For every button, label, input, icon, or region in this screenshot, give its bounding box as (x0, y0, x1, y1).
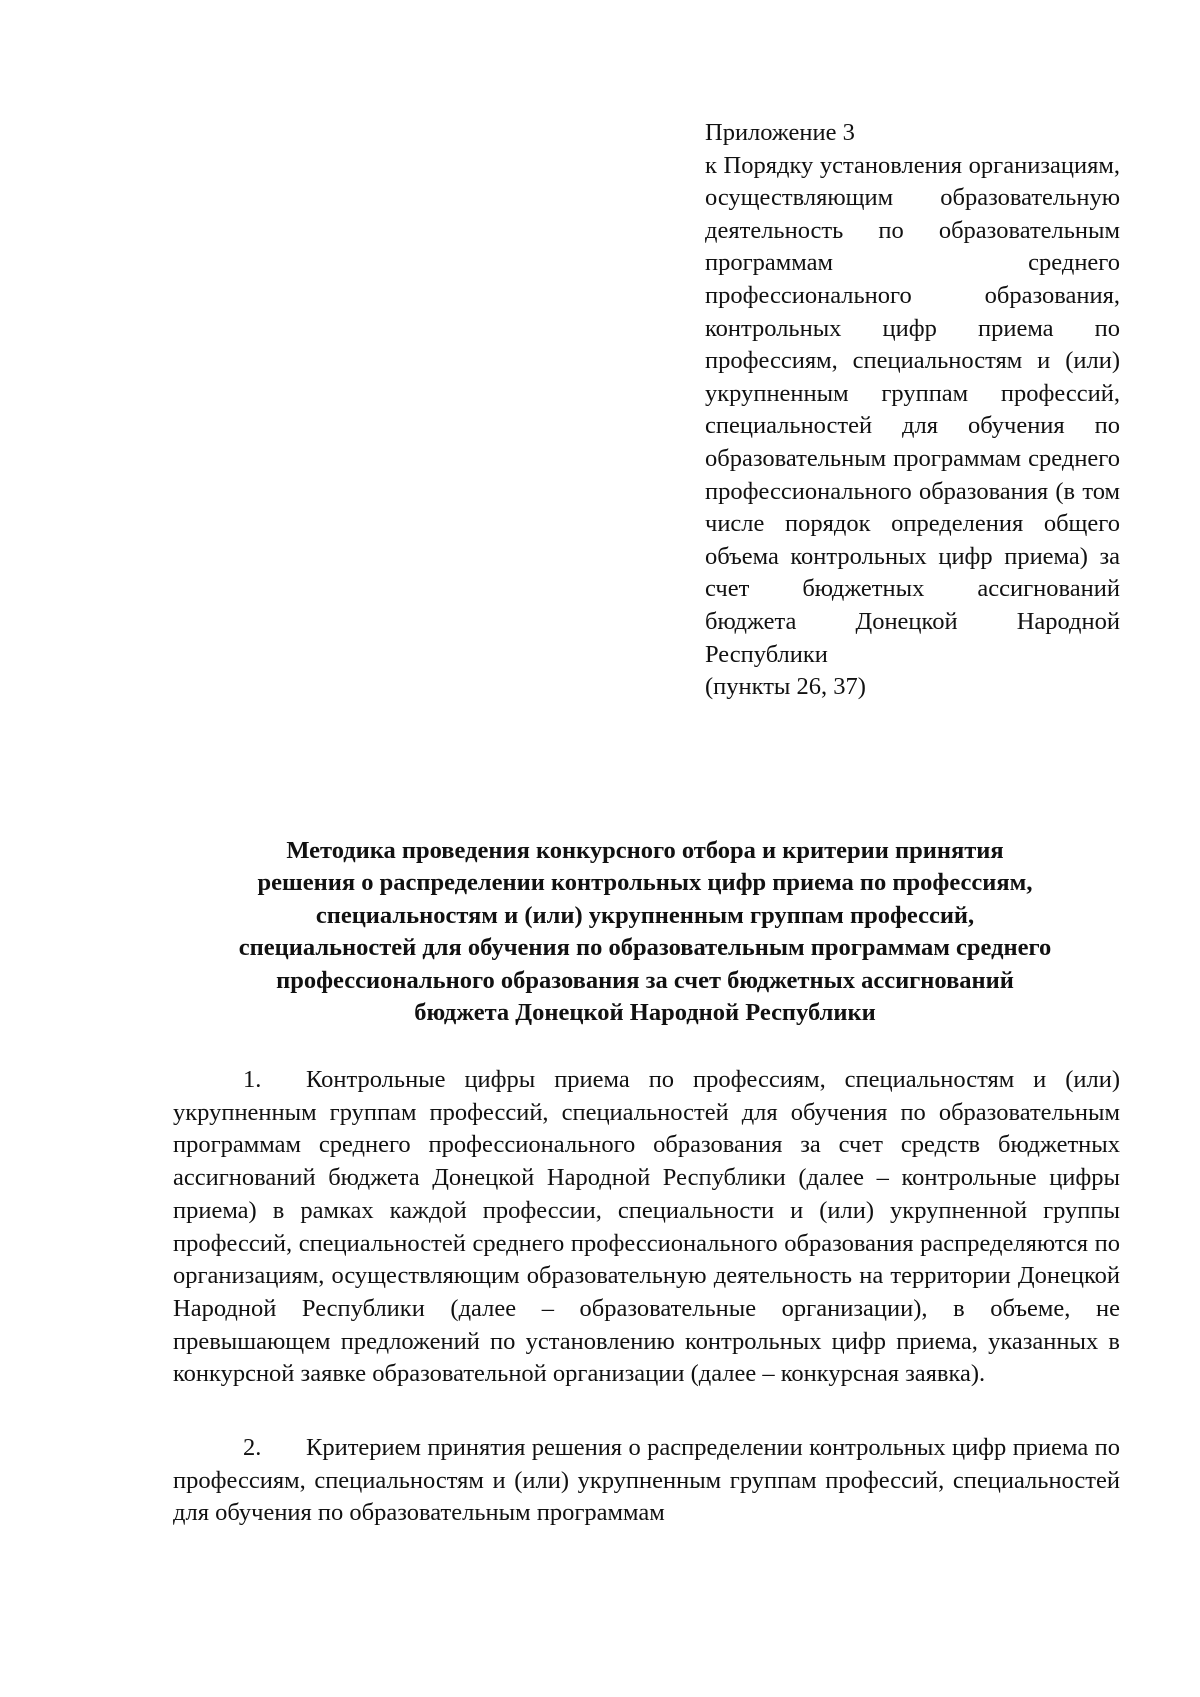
paragraph-2 (173, 1432, 1120, 1530)
paragraph-1 (173, 1064, 1120, 1391)
paragraph-text: Критерием принятия решения о распределении контрольных цифр приема по профессиям, специальностям и (или) укрупненным группам профессий, специальностей для обучения по образовательным программам (173, 1434, 1120, 1527)
document-title-line: специальностям и (или) укрупненным группам профессий, (315, 901, 975, 929)
appendix-reference: к Порядку установления организациям, осуществляющим образовательную деятельность по образовательным программам среднего профессионального образования, контрольных цифр приема по профессиям, специальностям и (или) укрупненным группам профессий, специальностей для обучения по образовательным программам среднего профессионального образования (в том числе порядок определения общего объема контрольных цифр приема) за счет бюджетных ассигнований бюджета Донецкой Народной Республики (705, 151, 1120, 668)
document-title-line: Методика проведения конкурсного отбора и критерии принятия (286, 837, 1004, 864)
document-title-line: специальностей для обучения по образовательным программам среднего (238, 934, 1052, 962)
document-title-line: решения о распределении контрольных цифр приема по профессиям, (257, 869, 1033, 897)
paragraph-number: 2. (243, 1434, 262, 1461)
paragraph-number: 1. (243, 1066, 262, 1093)
paragraph-text: Контрольные цифры приема по профессиям, специальностям и (или) укрупненным группам профессий, специальностей для обучения по образовательным программам среднего профессионального образования за счет средств бюджетных ассигнований бюджета Донецкой Народной Республики (далее – контрольные цифры приема) в рамках каждой профессии, специальности и (или) укрупненной группы профессий, специальностей среднего профессионального образования распределяются по организациям, осуществляющим образовательную деятельность на территории Донецкой Народной Республики (далее – образовательные организации), в объеме, не превышающем предложений по установлению контрольных цифр приема, указанных в конкурсной заявке образовательной организации (далее – конкурсная заявка). (173, 1066, 1120, 1388)
appendix-title: Приложение 3 (705, 119, 855, 146)
document-title (170, 835, 1120, 1029)
document-title-line: профессионального образования за счет бюджетных ассигнований (276, 966, 1014, 994)
appendix-points: (пункты 26, 37) (705, 673, 866, 701)
appendix-block (705, 117, 1120, 704)
document-title-line: бюджета Донецкой Народной Республики (414, 999, 876, 1027)
